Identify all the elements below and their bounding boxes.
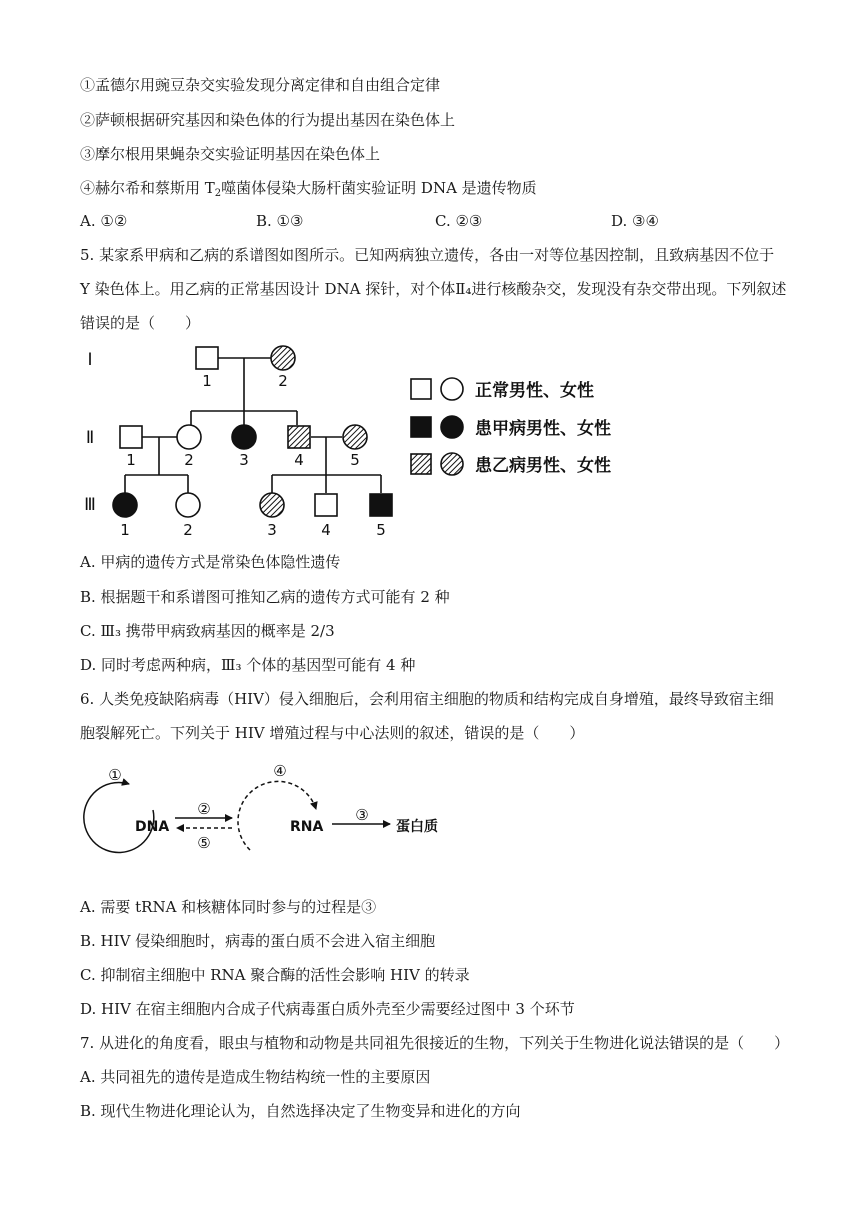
q4-option-b: B. ①③ [256,212,304,230]
pedigree-II2 [177,425,201,449]
q5-option-b: B. 根据题干和系谱图可推知乙病的遗传方式可能有 2 种 [80,588,450,606]
pedigree-III4 [315,494,337,516]
diagram-step-4: ④ [273,762,287,780]
q6-option-a: A. 需要 tRNA 和核糖体同时参与的过程是③ [80,898,377,916]
legend-normal-female [441,378,463,400]
pedigree-III3 [260,493,284,517]
pedigree-III3-number: 3 [267,521,277,539]
q5-stem-line-2: Y 染色体上。用乙病的正常基因设计 DNA 探针，对个体Ⅱ₄进行核酸杂交，发现没有杂交带出现。下列叙述 [80,280,787,298]
q4-item-4-pre: ④赫尔希和蔡斯用 T [80,179,215,197]
q5-stem-line-1: 5. 某家系甲病和乙病的系谱图如图所示。已知两病独立遗传，各由一对等位基因控制，且致病基因不位于 [80,246,775,264]
pedigree-II5 [343,425,367,449]
pedigree-III4-number: 4 [321,521,331,539]
pedigree-II3-number: 3 [239,451,249,469]
diagram-step-1: ① [108,766,122,784]
q4-item-4 [80,178,537,204]
pedigree-II4-number: 4 [294,451,304,469]
pedigree-III5-number: 5 [376,521,386,539]
legend-disease-a-label: 患甲病男性、女性 [475,419,611,439]
q6-option-d: D. HIV 在宿主细胞内合成子代病毒蛋白质外壳至少需要经过图中 3 个环节 [80,1000,575,1018]
legend-disease-a-male [411,417,431,437]
diagram-step-3: ③ [355,806,369,824]
diagram-step-2: ② [197,800,211,818]
q7-stem: 7. 从进化的角度看，眼虫与植物和动物是共同祖先很接近的生物，下列关于生物进化说法错误的是（ ） [80,1034,790,1052]
pedigree-I2-number: 2 [278,372,288,390]
q6-stem-line-2: 胞裂解死亡。下列关于 HIV 增殖过程与中心法则的叙述，错误的是（ ） [80,724,585,742]
q4-option-c: C. ②③ [435,212,483,230]
pedigree-III1-number: 1 [120,521,130,539]
pedigree-III1 [113,493,137,517]
q6-option-c: C. 抑制宿主细胞中 RNA 聚合酶的活性会影响 HIV 的转录 [80,966,470,984]
q5-stem-line-3: 错误的是（ ） [80,314,201,332]
q4-item-2: ②萨顿根据研究基因和染色体的行为提出基因在染色体上 [80,111,456,129]
q5-option-a: A. 甲病的遗传方式是常染色体隐性遗传 [80,553,341,571]
legend-disease-b-male [411,454,431,474]
diagram-dna-label: DNA [135,819,170,835]
q6-stem-line-1: 6. 人类免疫缺陷病毒（HIV）侵入细胞后，会利用宿主细胞的物质和结构完成自身增殖，最终导致宿主细 [80,690,774,708]
pedigree-I1 [196,347,218,369]
q7-option-b: B. 现代生物进化理论认为，自然选择决定了生物变异和进化的方向 [80,1102,521,1120]
q4-item-3: ③摩尔根用果蝇杂交实验证明基因在染色体上 [80,145,381,163]
pedigree-III2-number: 2 [183,521,193,539]
pedigree-diagram [0,340,868,550]
pedigree-III5 [370,494,392,516]
pedigree-I1-number: 1 [202,372,212,390]
q4-item-1: ①孟德尔用豌豆杂交实验发现分离定律和自由组合定律 [80,76,441,94]
generation-I-label: Ⅰ [87,350,93,370]
q4-item-4-post: 噬菌体侵染大肠杆菌实验证明 DNA 是遗传物质 [221,179,537,197]
q5-option-d: D. 同时考虑两种病，Ⅲ₃ 个体的基因型可能有 4 种 [80,656,416,674]
central-dogma-diagram [0,755,868,870]
legend-disease-b-female [441,453,463,475]
q4-option-d: D. ③④ [611,212,659,230]
diagram-rna-label: RNA [290,819,324,835]
pedigree-II4 [288,426,310,448]
legend-normal-label: 正常男性、女性 [475,381,594,401]
pedigree-II1 [120,426,142,448]
legend-disease-a-female [441,416,463,438]
legend-disease-b-label: 患乙病男性、女性 [475,456,611,476]
q4-item-4-sub: 2 [214,188,222,199]
q6-option-b: B. HIV 侵染细胞时，病毒的蛋白质不会进入宿主细胞 [80,932,436,950]
diagram-protein-label: 蛋白质 [396,819,438,835]
pedigree-I2 [271,346,295,370]
pedigree-II2-number: 2 [184,451,194,469]
q5-option-c: C. Ⅲ₃ 携带甲病致病基因的概率是 2/3 [80,622,335,640]
pedigree-II3 [232,425,256,449]
q4-option-a: A. ①② [80,212,128,230]
pedigree-III2 [176,493,200,517]
legend-normal-male [411,379,431,399]
diagram-step-5: ⑤ [197,834,211,852]
generation-III-label: Ⅲ [84,495,96,515]
pedigree-II5-number: 5 [350,451,360,469]
pedigree-II1-number: 1 [126,451,136,469]
generation-II-label: Ⅱ [85,428,95,448]
q7-option-a: A. 共同祖先的遗传是造成生物结构统一性的主要原因 [80,1068,431,1086]
